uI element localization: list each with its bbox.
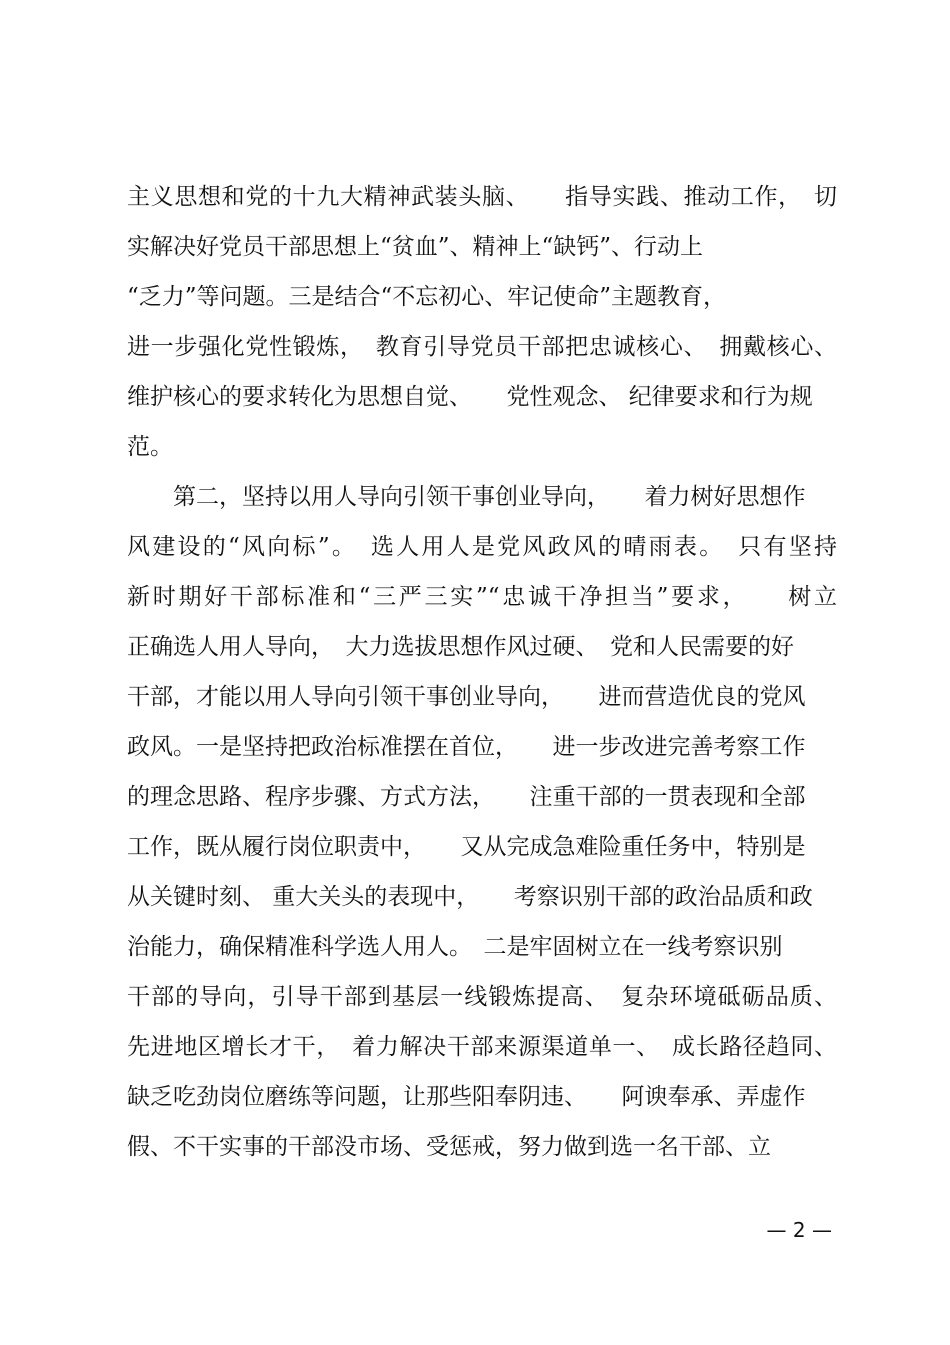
page-number: — 2 — [766,1218,832,1242]
text-line: 正确选人用人导向， 大力选拔思想作风过硬、 党和人民需要的好 [127,634,794,660]
text-line: 工作，既从履行岗位职责中， 又从完成急难险重任务中，特别是 [127,834,806,860]
text-line: 缺乏吃劲岗位磨练等问题，让那些阳奉阴违、 阿谀奉承、弄虚作 [127,1084,806,1110]
text-line: 治能力，确保精准科学选人用人。 二是牢固树立在一线考察识别 [127,934,783,960]
text-line: 新时期好干部标准和“三严三实”“忠诚干净担当”要求， 树立 [127,584,837,610]
text-line: 从关键时刻、 重大关头的表现中， 考察识别干部的政治品质和政 [127,884,813,910]
text-line: 维护核心的要求转化为思想自觉、 党性观念、 纪律要求和行为规 [127,384,813,410]
body-text [127,172,837,1172]
text-line: 范。 [127,434,173,460]
text-line: 假、不干实事的干部没市场、受惩戒，努力做到选一名干部、立 [127,1134,771,1160]
text-line: 干部的导向，引导干部到基层一线锻炼提高、 复杂环境砥砺品质、 [127,984,837,1010]
text-line: 干部，才能以用人导向引领干事创业导向， 进而营造优良的党风 [127,684,806,710]
text-line: 主义思想和党的十九大精神武装头脑、 指导实践、推动工作， 切 [127,184,837,210]
text-line: 风建设的“风向标”。 选人用人是党风政风的晴雨表。 只有坚持 [127,534,837,560]
text-line: 先进地区增长才干， 着力解决干部来源渠道单一、 成长路径趋同、 [127,1034,837,1060]
text-line: 进一步强化党性锻炼， 教育引导党员干部把忠诚核心、 拥戴核心、 [127,334,837,360]
text-line: 实解决好党员干部思想上“贫血”、精神上“缺钙”、行动上 [127,234,704,260]
text-line: 的理念思路、程序步骤、方式方法， 注重干部的一贯表现和全部 [127,784,806,810]
text-line: “乏力”等问题。三是结合“不忘初心、牢记使命”主题教育， [127,284,727,310]
text-line: 第二，坚持以用人导向引领干事创业导向， 着力树好思想作 [127,484,806,510]
text-line: 政风。一是坚持把政治标准摆在首位， 进一步改进完善考察工作 [127,734,806,760]
